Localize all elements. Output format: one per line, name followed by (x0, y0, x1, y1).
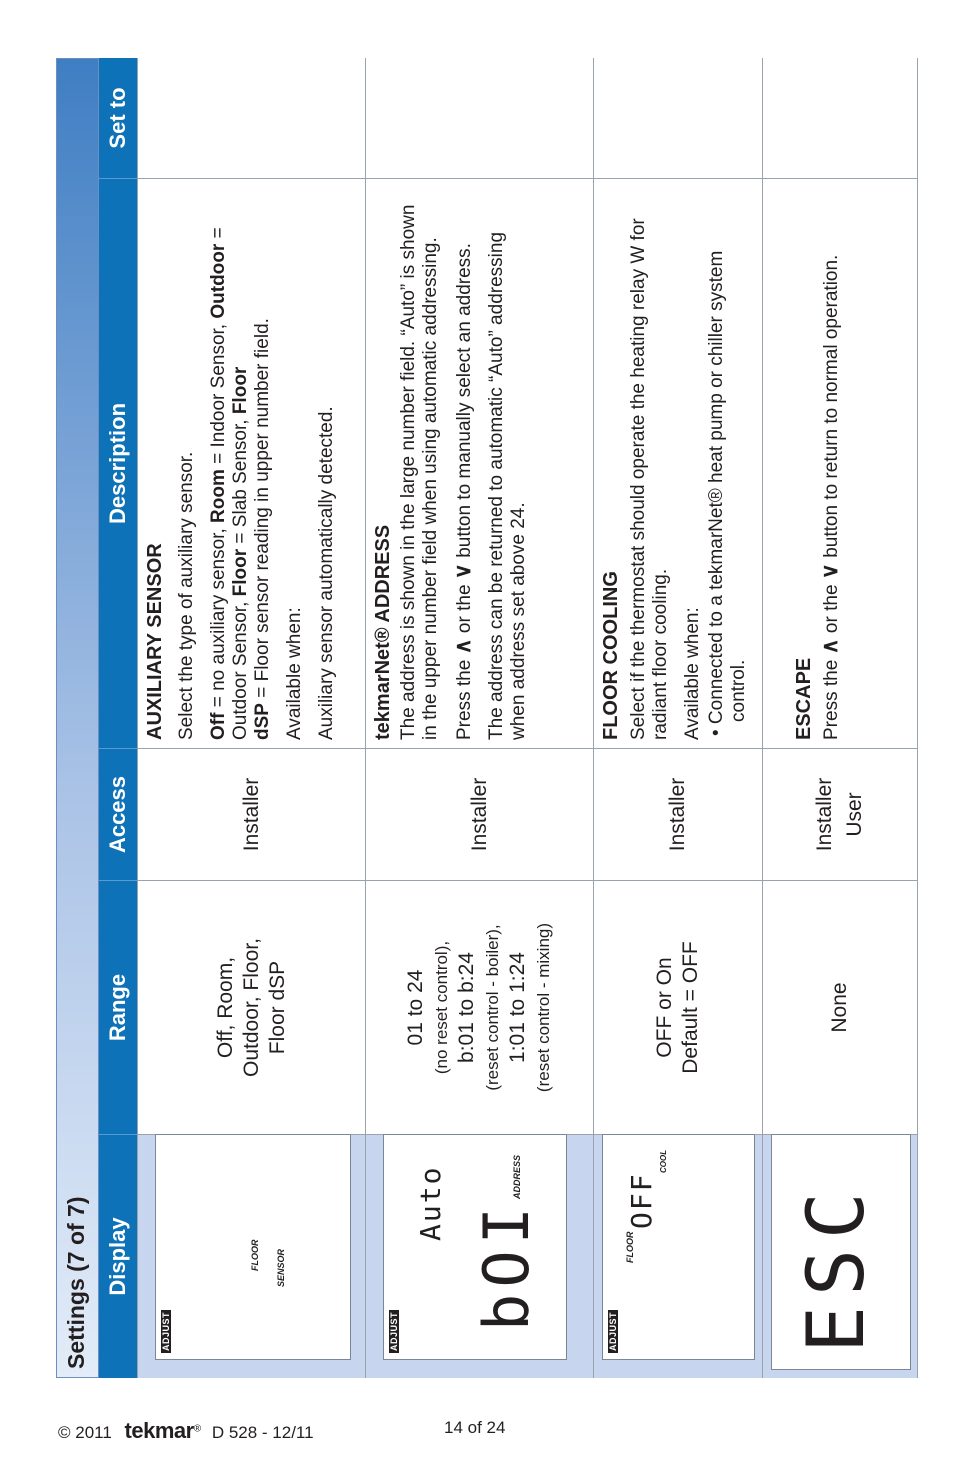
range-line: (no reset control), (432, 940, 451, 1075)
lcd-display (602, 1134, 755, 1360)
access-cell (138, 748, 365, 880)
table-row (365, 58, 593, 1378)
page-number: 14 of 24 (444, 1418, 506, 1437)
access-level: Installer (666, 777, 689, 852)
range-line: Outdoor, Floor, (239, 938, 263, 1077)
table-row (137, 58, 365, 1378)
description-cell (366, 178, 593, 748)
setting-title: AUXILIARY SENSOR (144, 543, 166, 740)
access-level: User (843, 792, 866, 837)
description-text: The address can be returned to automatic “Auto” addressing when address set above 24. (486, 231, 529, 740)
lcd-segment-main: bOI (470, 1201, 543, 1331)
range-line: (reset control - boiler), (483, 924, 502, 1091)
availability-bullet: • Connected to a tekmarNet® heat pump or chiller system control. (706, 250, 749, 736)
table-row (762, 58, 918, 1378)
chevron-down-icon: ∨ (450, 563, 475, 580)
chevron-up-icon: ∧ (817, 638, 842, 655)
lcd-segment-top: Auto (414, 1165, 447, 1241)
option-list: Off = no auxiliary sensor, Room = Indoor Sensor, Outdoor = Outdoor Sensor, Floor = Slab Sensor, Floor dSP = Floor sensor reading in upper number field. (208, 227, 273, 740)
range-line: b:01 to b:24 (455, 952, 478, 1063)
set-to-cell[interactable] (763, 58, 917, 178)
setting-title: FLOOR COOLING (600, 571, 622, 740)
set-to-cell[interactable] (366, 58, 593, 178)
availability-label: Available when: (284, 607, 305, 740)
adjust-badge: ADJUST (608, 1311, 618, 1351)
range-line: Default = OFF (679, 941, 702, 1074)
table-header (99, 58, 137, 1378)
description-cell (594, 178, 762, 748)
brand-logo: tekmar (124, 1418, 194, 1443)
copyright: © 2011 (58, 1423, 112, 1442)
range-cell (366, 880, 593, 1134)
header-access: Access (99, 748, 137, 880)
description-text: Press the ∧ or the ∨ button to manually select an address. (450, 243, 475, 740)
availability-text: Auxiliary sensor automatically detected. (316, 406, 337, 740)
lcd-display (771, 1134, 911, 1370)
description-text: The address is shown in the large number field. “Auto” is shown in the upper number field when using automatic addressing. (398, 204, 441, 740)
access-level: Installer (239, 777, 263, 852)
range-line: Floor dSP (265, 960, 289, 1055)
description-text: Press the ∧ or the ∨ button to return to normal operation. (817, 254, 842, 740)
page-title: Settings (7 of 7) (63, 1196, 89, 1369)
display-cell (138, 1134, 365, 1378)
lcd-segment-top: OFF (625, 1172, 658, 1229)
lcd-label-address: ADDRESS (512, 1154, 522, 1199)
settings-table (56, 58, 918, 1378)
range-line: 1:01 to 1:24 (506, 952, 529, 1063)
adjust-badge: ADJUST (161, 1311, 171, 1351)
lcd-segment-main: ESC (792, 1182, 882, 1353)
range-line: 01 to 24 (404, 969, 427, 1046)
lcd-display (155, 1134, 351, 1360)
range-line: Off, Room, (213, 956, 237, 1059)
display-cell (594, 1134, 762, 1378)
header-display: Display (99, 1134, 137, 1378)
header-range: Range (99, 880, 137, 1134)
description-cell (763, 178, 917, 748)
description-text: Select the type of auxiliary sensor. (176, 451, 197, 740)
display-cell (366, 1134, 593, 1378)
range-line: (reset control - mixing) (534, 922, 553, 1093)
header-set-to: Set to (105, 87, 130, 149)
range-cell (138, 880, 365, 1134)
availability-label: Available when: (682, 607, 703, 740)
range-line: OFF or On (653, 957, 676, 1058)
access-cell (763, 748, 917, 880)
lcd-label-sensor: SENSOR (276, 1248, 286, 1287)
setting-title: tekmarNet® ADDRESS (372, 524, 394, 740)
lcd-display (383, 1134, 567, 1360)
range-cell (763, 880, 917, 1134)
table-row (593, 58, 762, 1378)
access-level: Installer (813, 777, 836, 852)
document-id: D 528 - 12/11 (211, 1423, 314, 1442)
display-cell (763, 1134, 917, 1378)
range-cell (594, 880, 762, 1134)
access-level: Installer (467, 777, 491, 852)
range-line: None (828, 982, 851, 1033)
set-to-cell[interactable] (138, 58, 365, 178)
setting-title: ESCAPE (793, 657, 815, 740)
page-title-bar (56, 58, 99, 1378)
lcd-label-floor: FLOOR (625, 1231, 635, 1263)
footer-left (58, 1418, 314, 1444)
access-cell (366, 748, 593, 880)
chevron-down-icon: ∨ (817, 563, 842, 580)
lcd-label-cool: COOL (659, 1149, 668, 1173)
header-description: Description (99, 178, 137, 748)
access-cell (594, 748, 762, 880)
description-text: Select if the thermostat should operate the heating relay W for radiant floor cooling. (628, 218, 671, 740)
set-to-cell[interactable] (594, 58, 762, 178)
chevron-up-icon: ∧ (450, 638, 475, 655)
adjust-badge: ADJUST (389, 1311, 399, 1351)
description-cell (138, 178, 365, 748)
registered-mark: ® (193, 1423, 202, 1435)
lcd-label-floor: FLOOR (250, 1239, 260, 1271)
